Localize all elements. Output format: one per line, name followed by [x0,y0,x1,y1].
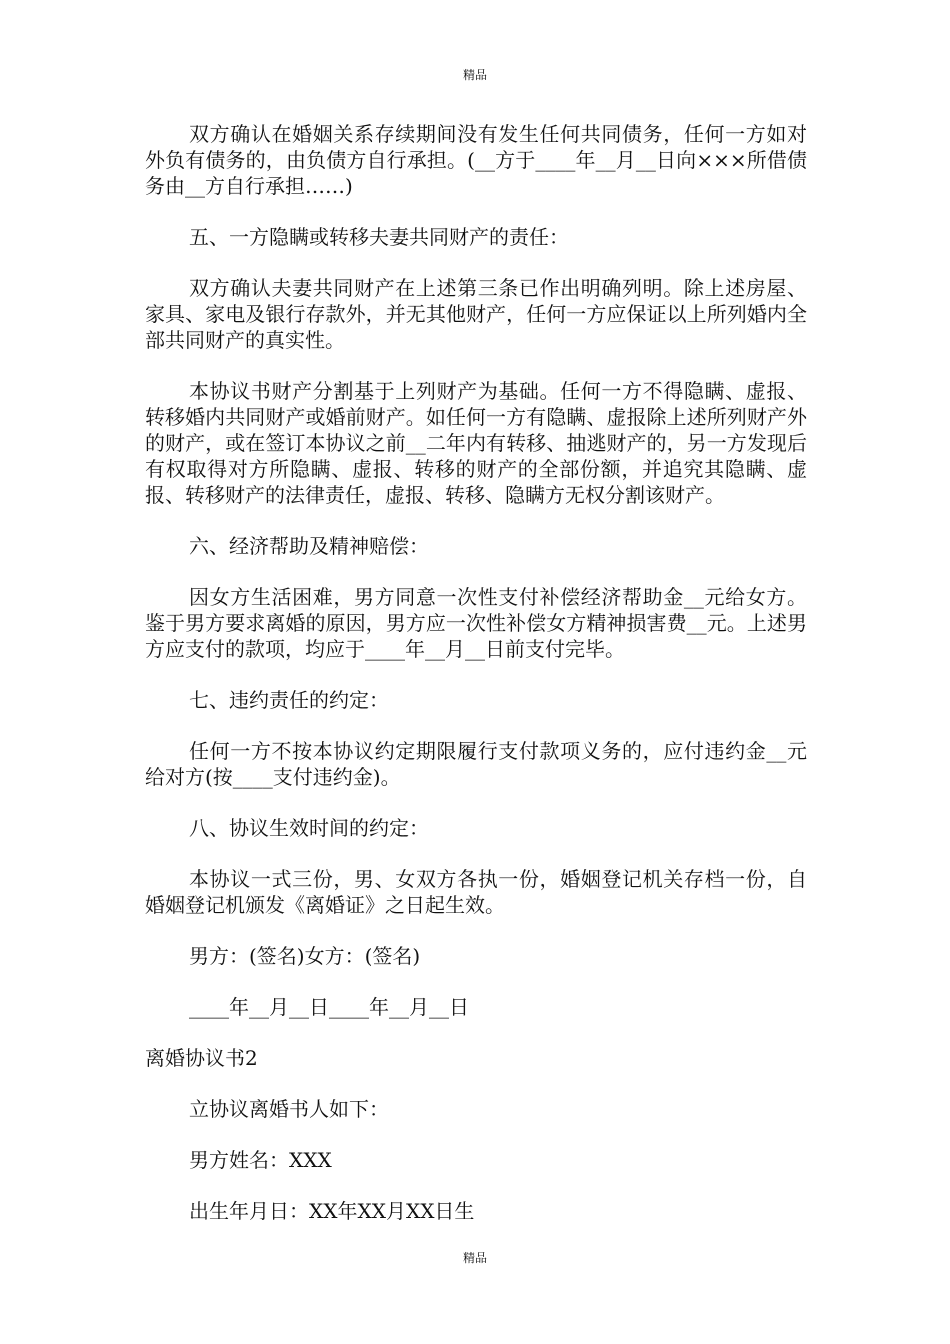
date-line: ____年__月__日____年__月__日 [189,995,469,1019]
page-footer: 精品 [462,1251,487,1265]
birth-date-line: 出生年月日：XX年XX月XX日生 [189,1199,475,1223]
signature-line: 男方：(签名)女方：(签名) [189,944,421,968]
heading-section-5: 五、一方隐瞒或转移夫妻共同财产的责任： [189,225,569,249]
heading-section-8: 八、协议生效时间的约定： [189,816,429,840]
heading-section-6: 六、经济帮助及精神赔偿： [189,534,429,558]
paragraph-compensation: 因女方生活困难，男方同意一次性支付补偿经济帮助金__元给女方。鉴于男方要求离婚的原因，男方应一次性补偿女方精神损害费__元。上述男方应支付的款项，均应于____年__月__日前支付完毕。 [145,585,807,661]
paragraph-debt: 双方确认在婚姻关系存续期间没有发生任何共同债务，任何一方如对外负有债务的，由负债方自行承担。(__方于____年__月__日向×××所借债务由__方自行承担……) [145,122,807,198]
paragraph-property-confirm: 双方确认夫妻共同财产在上述第三条已作出明确列明。除上述房屋、家具、家电及银行存款外，并无其他财产，任何一方应保证以上所列婚内全部共同财产的真实性。 [145,276,807,352]
heading-section-7: 七、违约责任的约定： [189,688,389,712]
page-header: 精品 [462,68,487,82]
paragraph-effective: 本协议一式三份，男、女双方各执一份，婚姻登记机关存档一份，自婚姻登记机颁发《离婚证》之日起生效。 [145,867,807,917]
section-title: 离婚协议书2 [145,1046,258,1070]
intro-line: 立协议离婚书人如下： [189,1097,389,1121]
paragraph-property-division: 本协议书财产分割基于上列财产为基础。任何一方不得隐瞒、虚报、转移婚内共同财产或婚前财产。如任何一方有隐瞒、虚报除上述所列财产外的财产，或在签订本协议之前__二年内有转移、抽逃财产的，另一方发现后有权取得对方所隐瞒、虚报、转移的财产的全部份额，并追究其隐瞒、虚报、转移财产的法律责任，虚报、转移、隐瞒方无权分割该财产。 [145,379,807,507]
document-body [145,121,807,1224]
paragraph-breach: 任何一方不按本协议约定期限履行支付款项义务的，应付违约金__元给对方(按____支付违约金)。 [145,739,807,789]
male-name-line: 男方姓名：XXX [189,1148,332,1172]
